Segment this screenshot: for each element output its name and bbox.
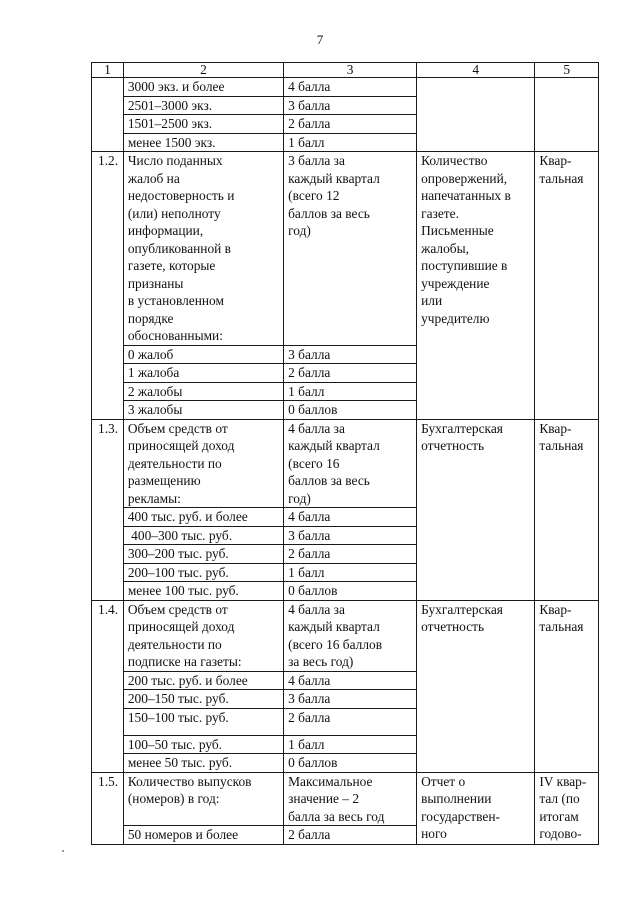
score-value: 2 балла [284, 708, 417, 735]
score-value: 3 балла [284, 690, 417, 709]
score-value: 1 балл [284, 133, 417, 152]
item-number: 1.3. [92, 419, 124, 600]
score-value: 2 балла [284, 115, 417, 134]
table-row [92, 772, 599, 826]
scan-speck [62, 850, 64, 852]
criterion-value: 3 жалобы [123, 401, 283, 420]
score-value: 4 балла [284, 508, 417, 527]
score-value: 1 балл [284, 735, 417, 754]
score-value: 1 балл [284, 563, 417, 582]
criterion-value: 2501–3000 экз. [123, 96, 283, 115]
table-row [92, 152, 599, 346]
criterion-value: 200–150 тыс. руб. [123, 690, 283, 709]
score-value: 4 балла [284, 671, 417, 690]
criterion-text: Объем средств от приносящей доход деятельности по подписке на газеты: [123, 600, 283, 671]
item-number: 1.5. [92, 772, 124, 844]
page-number: 7 [316, 32, 324, 47]
score-description: 4 балла за каждый квартал (всего 16 баллов за весь год) [284, 419, 417, 508]
table-row [92, 419, 599, 508]
score-value: 3 балла [284, 96, 417, 115]
source-text: Бухгалтерская отчетность [417, 600, 535, 772]
criterion-value: 50 номеров и более [123, 826, 283, 845]
source-cell [417, 78, 535, 152]
score-value: 0 баллов [284, 401, 417, 420]
item-number: 1.4. [92, 600, 124, 772]
criterion-value: 300–200 тыс. руб. [123, 545, 283, 564]
score-value: 2 балла [284, 826, 417, 845]
header-col-4: 4 [417, 63, 535, 78]
source-text: Отчет о выполнении государствен- ного [417, 772, 535, 844]
score-value: 0 баллов [284, 582, 417, 601]
header-col-1: 1 [92, 63, 124, 78]
score-description: 3 балла за каждый квартал (всего 12 баллов за весь год) [284, 152, 417, 346]
criterion-value: 2 жалобы [123, 382, 283, 401]
score-value: 2 балла [284, 364, 417, 383]
criterion-value: менее 1500 экз. [123, 133, 283, 152]
score-value: 2 балла [284, 545, 417, 564]
source-text: Бухгалтерская отчетность [417, 419, 535, 600]
criterion-value: 200 тыс. руб. и более [123, 671, 283, 690]
header-col-5: 5 [535, 63, 599, 78]
item-number: 1.2. [92, 152, 124, 420]
period-text: Квар- тальная [535, 419, 599, 600]
header-row [92, 63, 599, 78]
period-cell [535, 78, 599, 152]
criterion-value: 400–300 тыс. руб. [123, 526, 283, 545]
period-text: IV квар- тал (по итогам годово- [535, 772, 599, 844]
score-description: 4 балла за каждый квартал (всего 16 баллов за весь год) [284, 600, 417, 671]
criterion-text: Объем средств от приносящей доход деятельности по размещению рекламы: [123, 419, 283, 508]
criterion-value: 100–50 тыс. руб. [123, 735, 283, 754]
score-value: 0 баллов [284, 754, 417, 773]
score-description: Максимальное значение – 2 балла за весь год [284, 772, 417, 826]
criterion-value: 1501–2500 экз. [123, 115, 283, 134]
period-text: Квар- тальная [535, 600, 599, 772]
table-row [92, 78, 599, 97]
score-value: 3 балла [284, 345, 417, 364]
score-value: 4 балла [284, 78, 417, 97]
score-value: 3 балла [284, 526, 417, 545]
criterion-value: менее 50 тыс. руб. [123, 754, 283, 773]
period-text: Квар- тальная [535, 152, 599, 420]
header-col-2: 2 [123, 63, 283, 78]
criterion-text: Число поданных жалоб на недостоверность и (или) неполноту информации, опубликованной в газете, которые признаны в установленном порядке обоснованными: [123, 152, 283, 346]
source-text: Количество опровержений, напечатанных в газете. Письменные жалобы, поступившие в учреждение или учредителю [417, 152, 535, 420]
item-number-cell [92, 78, 124, 152]
criterion-value: менее 100 тыс. руб. [123, 582, 283, 601]
criterion-value: 0 жалоб [123, 345, 283, 364]
criteria-table [91, 62, 599, 845]
criterion-value: 1 жалоба [123, 364, 283, 383]
header-col-3: 3 [284, 63, 417, 78]
table-row [92, 600, 599, 671]
criterion-value: 400 тыс. руб. и более [123, 508, 283, 527]
score-value: 1 балл [284, 382, 417, 401]
criterion-value: 200–100 тыс. руб. [123, 563, 283, 582]
criterion-value: 150–100 тыс. руб. [123, 708, 283, 735]
criterion-text: Количество выпусков (номеров) в год: [123, 772, 283, 826]
criterion-value: 3000 экз. и более [123, 78, 283, 97]
